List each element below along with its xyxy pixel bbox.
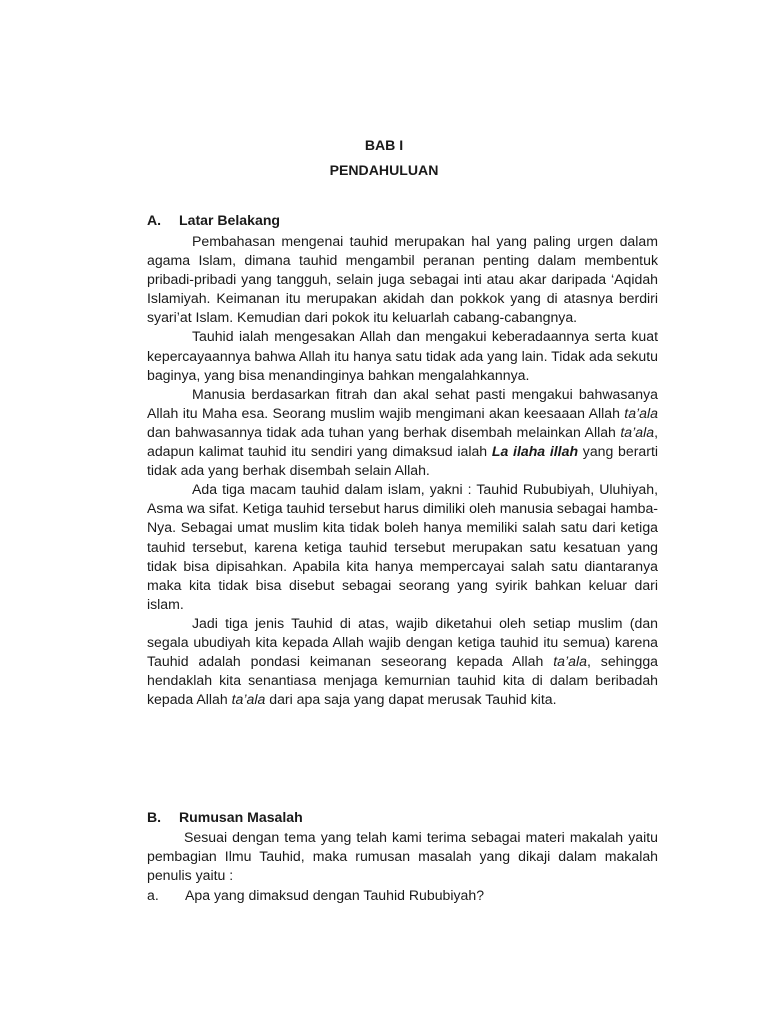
paragraph-5-text-1: Jadi tiga jenis Tauhid di atas, wajib diketahui oleh setiap muslim (dan segala ubudiyah kita kepada Allah wajib dengan ketiga tauhid itu semua) karena Tauhid adalah pondasi keimanan seseorang kepada Allah bbox=[147, 614, 658, 670]
section-b-heading bbox=[147, 809, 303, 825]
paragraph-5-text-2: , sehingga hendaklah kita senantiasa menjaga kemurnian tauhid kita di dalam beribadah kepada Allah bbox=[147, 653, 658, 708]
paragraph-2: Tauhid ialah mengesakan Allah dan mengakui keberadaannya serta kuat kepercayaannya bahwa Allah itu hanya satu tidak ada yang lain. Tidak ada sekutu baginya, yang bisa menandinginya bahkan mengalahkannya. bbox=[147, 328, 658, 383]
section-a-title: Latar Belakang bbox=[179, 212, 281, 228]
list-item-letter: a. bbox=[147, 887, 159, 903]
section-b-letter: B. bbox=[147, 809, 162, 825]
paragraph-3-italic-1: ta’ala bbox=[624, 404, 658, 421]
paragraph-3-bold-italic: La ilaha illah bbox=[491, 443, 579, 460]
paragraph-3-italic-2: ta’ala bbox=[620, 423, 655, 440]
paragraph-5 bbox=[147, 614, 658, 709]
section-a-heading bbox=[147, 212, 280, 228]
paragraph-1: Pembahasan mengenai tauhid merupakan hal yang paling urgen dalam agama Islam, dimana tauhid mengambil peranan penting dalam membentuk pribadi-pribadi yang tangguh, selain juga sebagai inti atau akar daripada ‘Aqidah Islamiyah. Keimanan itu merupakan akidah dan pokkok yang di atasnya berdiri syari’at Islam. Kemudian dari pokok itu keluarlah cabang-cabangnya. bbox=[147, 233, 658, 326]
chapter-number: BAB I bbox=[364, 137, 404, 153]
paragraph-5-italic-1: ta’ala bbox=[553, 653, 587, 670]
paragraph-3-text-3: , adapun kalimat tauhid itu sendiri yang dimaksud ialah bbox=[147, 423, 658, 460]
paragraph-5-italic-2: ta’ala bbox=[231, 691, 266, 708]
section-a-body bbox=[147, 232, 658, 709]
section-b-body bbox=[147, 828, 658, 885]
paragraph-4: Ada tiga macam tauhid dalam islam, yakni : Tauhid Rububiyah, Uluhiyah, Asma wa sifat. Ketiga tauhid tersebut harus dimiliki oleh manusia sebagai hamba-Nya. Sebagai umat muslim kita tidak boleh hanya memiliki salah satu dari ketiga tauhid tersebut, karena ketiga tauhid tersebut merupakan satu kesatuan yang tidak bisa dipisahkan. Apabila kita hanya mempercayai salah satu diantaranya maka kita tidak bisa disebut sebagai seorang yang syirik bahkan keluar dari islam. bbox=[147, 481, 658, 612]
paragraph-3-text-4: yang berarti tidak ada yang berhak disembah selain Allah. bbox=[147, 443, 659, 479]
section-a-letter: A. bbox=[147, 212, 162, 228]
paragraph-3 bbox=[147, 385, 658, 480]
paragraph-3-text-2: dan bahwasannya tidak ada tuhan yang berhak disembah melainkan Allah bbox=[147, 423, 621, 440]
paragraph-5-text-3: dari apa saja yang dapat merusak Tauhid kita. bbox=[265, 691, 557, 708]
list-item bbox=[147, 887, 484, 903]
chapter-title: PENDAHULUAN bbox=[329, 162, 439, 178]
section-b-paragraph: Sesuai dengan tema yang telah kami terima sebagai materi makalah yaitu pembagian Ilmu Tauhid, maka rumusan masalah yang dikaji dalam makalah penulis yaitu : bbox=[147, 829, 658, 884]
list-item-text: Apa yang dimaksud dengan Tauhid Rububiyah? bbox=[185, 887, 485, 903]
section-b-title: Rumusan Masalah bbox=[179, 809, 303, 825]
paragraph-3-text-1: Manusia berdasarkan fitrah dan akal sehat pasti mengakui bahwasanya Allah itu Maha esa. Seorang muslim wajib mengimani akan keesaaan Allah bbox=[147, 385, 658, 421]
